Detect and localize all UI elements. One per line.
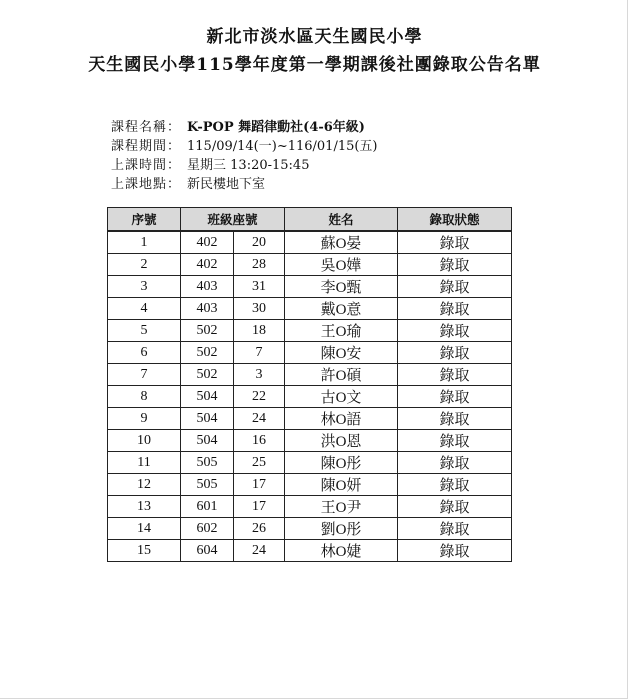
- student-name-cell: 陳O安: [285, 342, 398, 364]
- class-cell: 403: [181, 276, 234, 298]
- course-period-value: 115/09/14(一)~116/01/15(五): [187, 139, 378, 154]
- serial-number-cell: 9: [108, 408, 181, 430]
- school-name: 新北市淡水區天生國民小學: [206, 27, 423, 47]
- admission-status-cell: 錄取: [398, 474, 512, 496]
- serial-number-cell: 6: [108, 342, 181, 364]
- course-period-label: 課程期間：: [111, 139, 182, 154]
- document-title: 天生國民小學115學年度第一學期課後社團錄取公告名單: [88, 55, 541, 75]
- table-row: [108, 231, 512, 254]
- table-header-row: [108, 208, 512, 232]
- serial-number-cell: 4: [108, 298, 181, 320]
- class-cell: 402: [181, 231, 234, 254]
- table-row: [108, 364, 512, 386]
- student-name-cell: 陳O彤: [285, 452, 398, 474]
- student-name-cell: 蘇O晏: [285, 231, 398, 254]
- class-time-line: [111, 154, 309, 173]
- class-cell: 602: [181, 518, 234, 540]
- serial-number-cell: 13: [108, 496, 181, 518]
- seat-cell: 24: [234, 408, 285, 430]
- serial-number-cell: 3: [108, 276, 181, 298]
- admission-status-cell: 錄取: [398, 386, 512, 408]
- seat-cell: 7: [234, 342, 285, 364]
- course-name-label: 課程名稱：: [111, 120, 182, 135]
- table-row: [108, 298, 512, 320]
- student-name-cell: 洪O恩: [285, 430, 398, 452]
- table-row: [108, 276, 512, 298]
- class-cell: 504: [181, 386, 234, 408]
- class-location-value: 新民樓地下室: [187, 177, 266, 192]
- admission-status-cell: 錄取: [398, 518, 512, 540]
- serial-number-cell: 12: [108, 474, 181, 496]
- serial-number-cell: 15: [108, 540, 181, 562]
- seat-cell: 22: [234, 386, 285, 408]
- admission-table: [107, 207, 512, 562]
- student-name-cell: 李O甄: [285, 276, 398, 298]
- student-name-cell: 王O尹: [285, 496, 398, 518]
- header-serial-number: 序號: [108, 208, 181, 232]
- admission-status-cell: 錄取: [398, 364, 512, 386]
- table-row: [108, 342, 512, 364]
- seat-cell: 26: [234, 518, 285, 540]
- serial-number-cell: 10: [108, 430, 181, 452]
- student-name-cell: 王O瑜: [285, 320, 398, 342]
- table-row: [108, 496, 512, 518]
- table-body: [108, 231, 512, 562]
- admission-status-cell: 錄取: [398, 320, 512, 342]
- seat-cell: 31: [234, 276, 285, 298]
- student-name-cell: 劉O彤: [285, 518, 398, 540]
- class-cell: 505: [181, 452, 234, 474]
- table-row: [108, 452, 512, 474]
- course-name-value: K-POP 舞蹈律動社(4-6年級): [187, 120, 365, 135]
- seat-cell: 3: [234, 364, 285, 386]
- admission-status-cell: 錄取: [398, 298, 512, 320]
- serial-number-cell: 14: [108, 518, 181, 540]
- seat-cell: 25: [234, 452, 285, 474]
- student-name-cell: 古O文: [285, 386, 398, 408]
- class-cell: 604: [181, 540, 234, 562]
- table-row: [108, 386, 512, 408]
- student-name-cell: 許O碩: [285, 364, 398, 386]
- student-name-cell: 戴O意: [285, 298, 398, 320]
- serial-number-cell: 2: [108, 254, 181, 276]
- table-row: [108, 474, 512, 496]
- class-time-label: 上課時間：: [111, 158, 182, 173]
- admission-status-cell: 錄取: [398, 254, 512, 276]
- course-name-line: [111, 116, 365, 135]
- header-name: 姓名: [285, 208, 398, 232]
- table-row: [108, 254, 512, 276]
- seat-cell: 24: [234, 540, 285, 562]
- header-class-seat: 班級座號: [181, 208, 285, 232]
- class-cell: 502: [181, 364, 234, 386]
- class-cell: 601: [181, 496, 234, 518]
- class-cell: 504: [181, 408, 234, 430]
- serial-number-cell: 5: [108, 320, 181, 342]
- admission-status-cell: 錄取: [398, 452, 512, 474]
- admission-status-cell: 錄取: [398, 408, 512, 430]
- admission-status-cell: 錄取: [398, 342, 512, 364]
- admission-status-cell: 錄取: [398, 496, 512, 518]
- serial-number-cell: 8: [108, 386, 181, 408]
- class-cell: 502: [181, 342, 234, 364]
- serial-number-cell: 1: [108, 231, 181, 254]
- admission-status-cell: 錄取: [398, 231, 512, 254]
- seat-cell: 18: [234, 320, 285, 342]
- student-name-cell: 吳O嬅: [285, 254, 398, 276]
- class-location-label: 上課地點：: [111, 177, 182, 192]
- student-name-cell: 林O語: [285, 408, 398, 430]
- student-name-cell: 林O婕: [285, 540, 398, 562]
- header-admission-status: 錄取狀態: [398, 208, 512, 232]
- serial-number-cell: 7: [108, 364, 181, 386]
- table-row: [108, 430, 512, 452]
- student-name-cell: 陳O妍: [285, 474, 398, 496]
- table-row: [108, 540, 512, 562]
- class-cell: 402: [181, 254, 234, 276]
- seat-cell: 17: [234, 496, 285, 518]
- serial-number-cell: 11: [108, 452, 181, 474]
- seat-cell: 30: [234, 298, 285, 320]
- class-cell: 505: [181, 474, 234, 496]
- admission-status-cell: 錄取: [398, 540, 512, 562]
- class-location-line: [111, 173, 265, 192]
- seat-cell: 16: [234, 430, 285, 452]
- seat-cell: 17: [234, 474, 285, 496]
- course-period-line: [111, 135, 378, 154]
- class-cell: 504: [181, 430, 234, 452]
- table-row: [108, 320, 512, 342]
- admission-status-cell: 錄取: [398, 276, 512, 298]
- class-cell: 502: [181, 320, 234, 342]
- class-time-value: 星期三 13:20-15:45: [187, 158, 310, 173]
- class-cell: 403: [181, 298, 234, 320]
- seat-cell: 20: [234, 231, 285, 254]
- table-row: [108, 408, 512, 430]
- table-row: [108, 518, 512, 540]
- seat-cell: 28: [234, 254, 285, 276]
- admission-status-cell: 錄取: [398, 430, 512, 452]
